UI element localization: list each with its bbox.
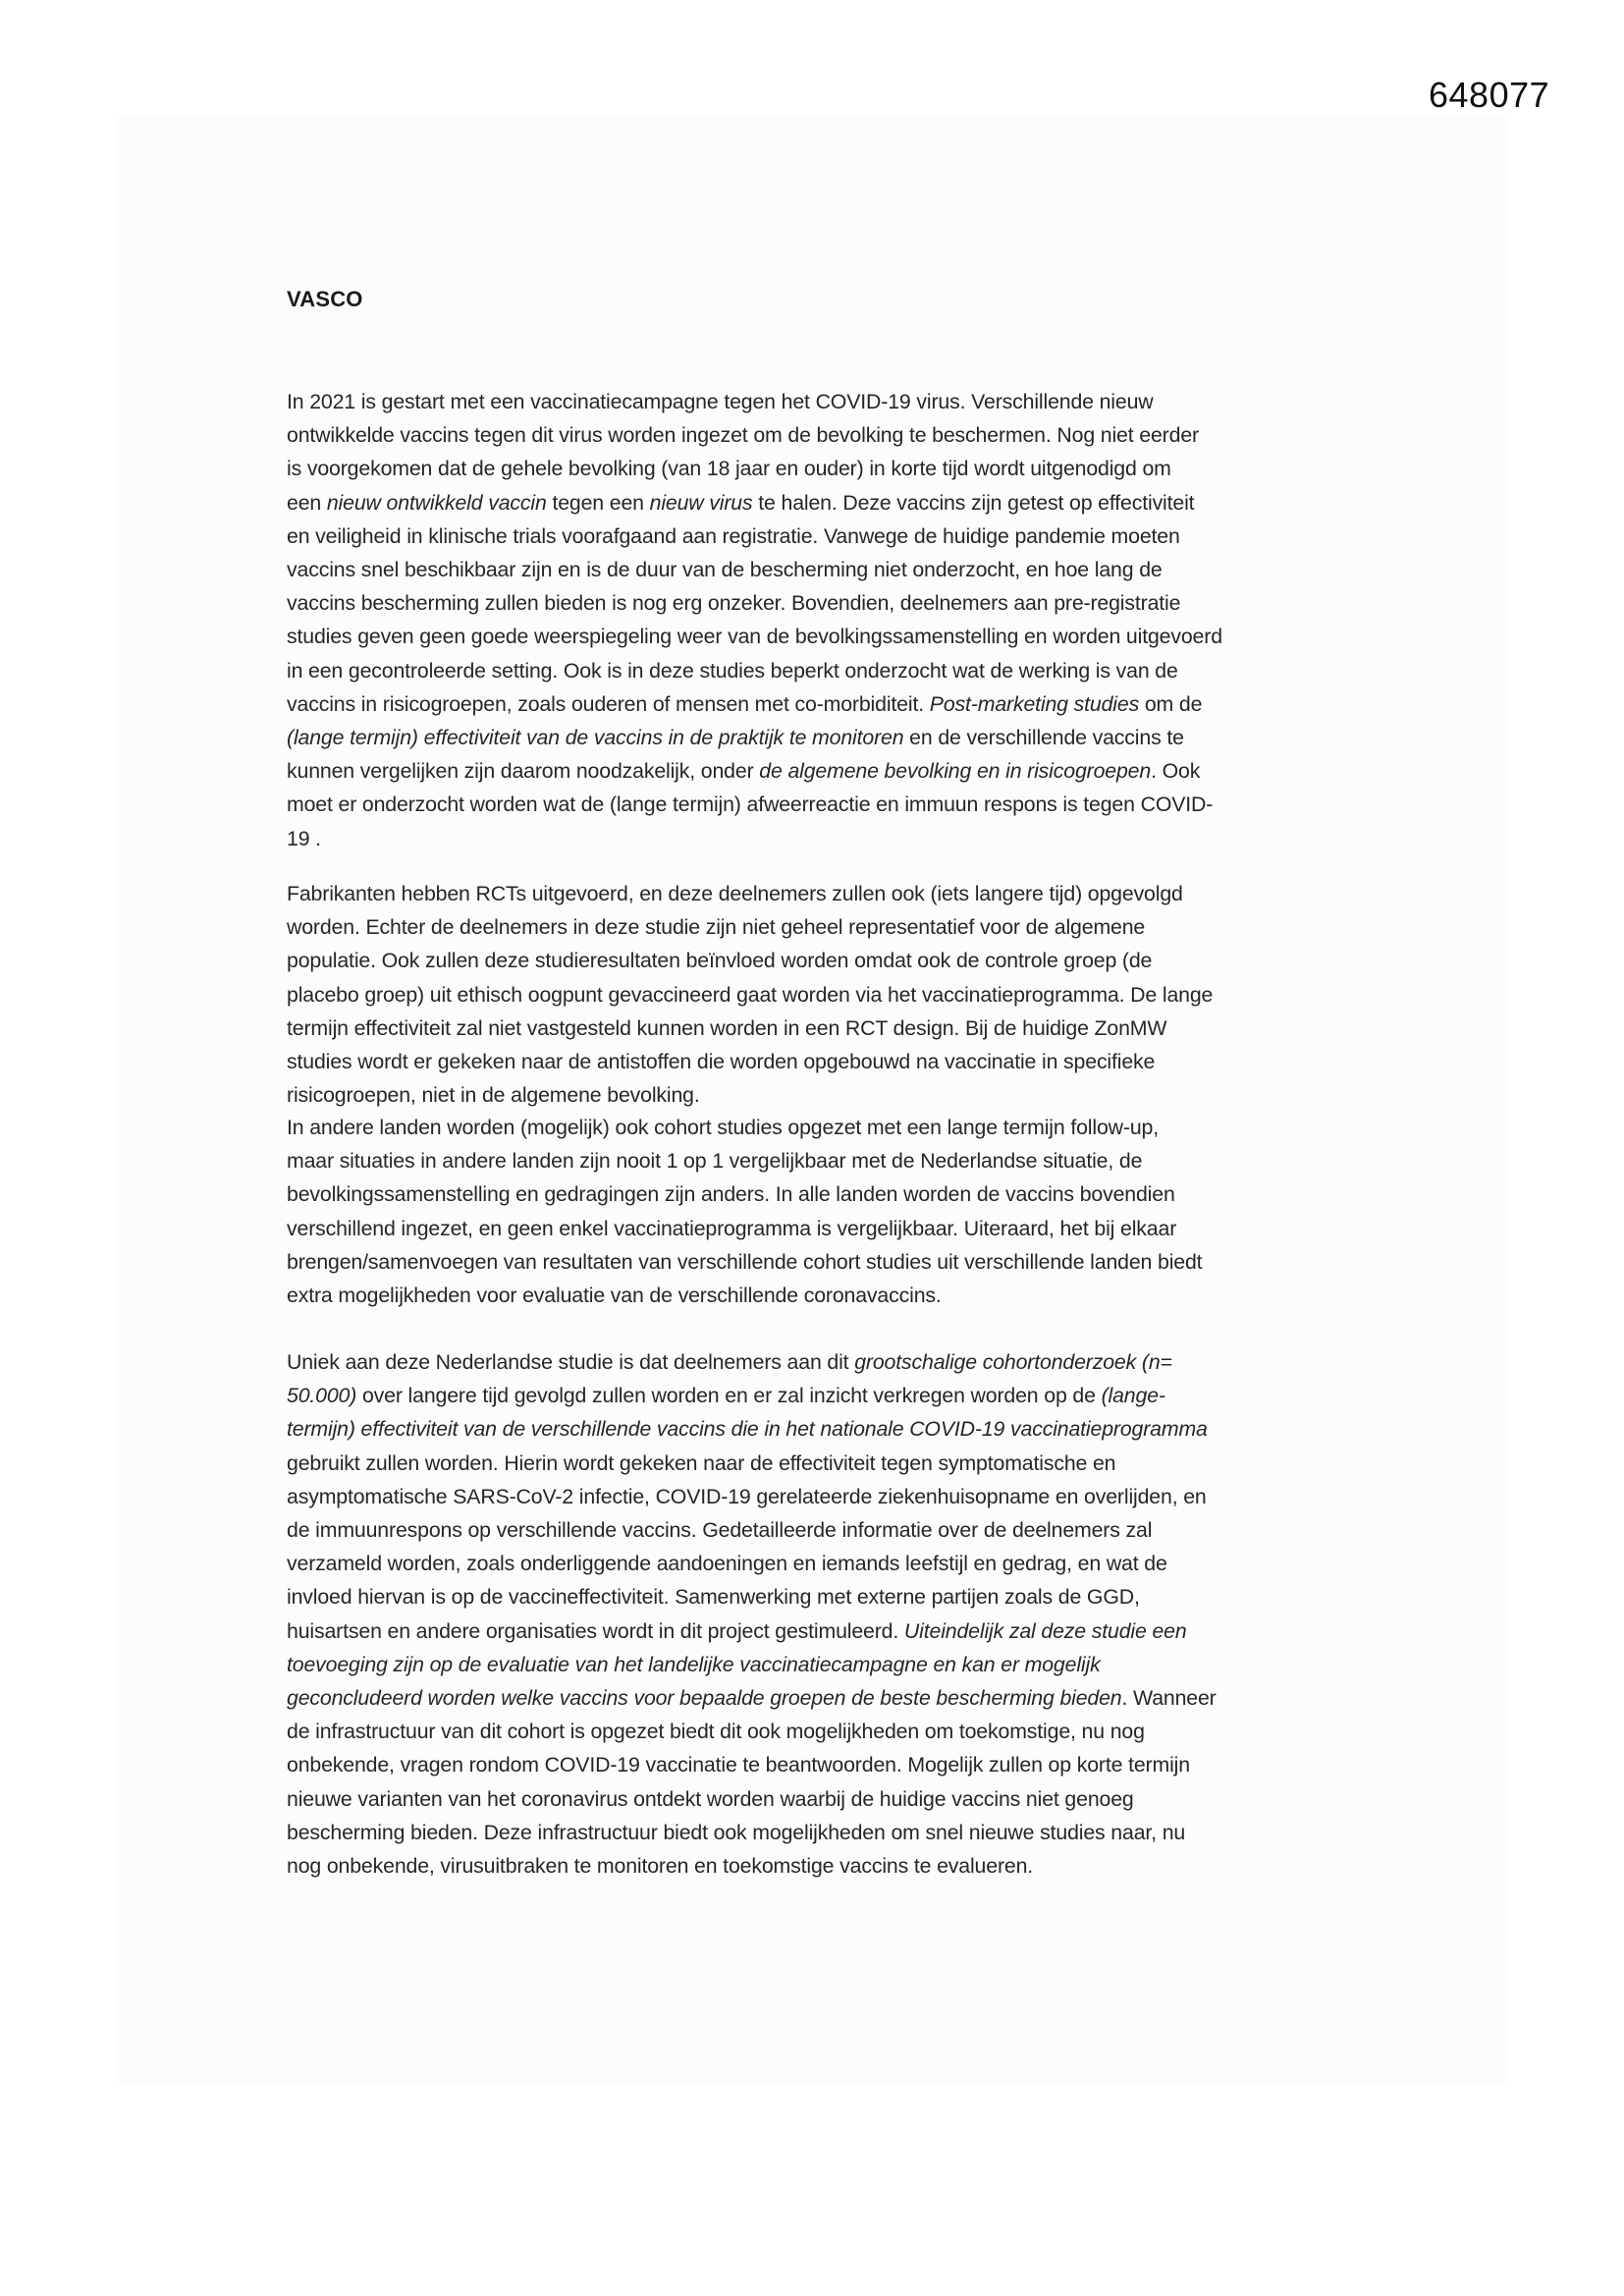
- text-line: [287, 1279, 1202, 1312]
- text-line: [287, 1447, 1217, 1480]
- text-line: [287, 788, 1222, 821]
- paragraph-unique-study: [287, 1345, 1217, 1883]
- text-run: en veiligheid in klinische trials voorafgaand aan registratie. Vanwege de huidige pandemie moeten: [287, 523, 1180, 548]
- text-run: vaccins in risicogroepen, zoals ouderen of mensen met co-morbiditeit.: [287, 691, 930, 716]
- text-line: [287, 1849, 1217, 1883]
- text-run: Fabrikanten hebben RCTs uitgevoerd, en deze deelnemers zullen ook (iets langere tijd) opgevolgd: [287, 882, 1183, 905]
- text-line: [287, 1379, 1217, 1412]
- text-line: [287, 1245, 1202, 1279]
- text-line: [287, 1480, 1217, 1513]
- text-line: [287, 822, 1222, 855]
- text-run: extra mogelijkheden voor evaluatie van de verschillende coronavaccins.: [287, 1284, 942, 1308]
- text-run: de infrastructuur van dit cohort is opgezet biedt dit ook mogelijkheden om toekomstige, nu nog: [287, 1720, 1145, 1744]
- text-line: [287, 1580, 1217, 1613]
- italic-text-run: toevoeging zijn op de evaluatie van het landelijke vaccinatiecampagne en kan er mogelijk: [287, 1652, 1101, 1676]
- text-line: [287, 519, 1222, 553]
- text-run: om de: [1139, 691, 1203, 716]
- text-run: gebruikt zullen worden. Hierin wordt gekeken naar de effectiviteit tegen symptomatische en: [287, 1450, 1116, 1475]
- text-run: maar situaties in andere landen zijn nooit 1 op 1 vergelijkbaar met de Nederlandse situatie, de: [287, 1149, 1143, 1174]
- text-line: [287, 1513, 1217, 1547]
- text-run: populatie. Ook zullen deze studieresultaten beïnvloed worden omdat ook de controle groep (de: [287, 949, 1153, 973]
- text-run: kunnen vergelijken zijn daarom noodzakelijk, onder: [287, 759, 760, 784]
- text-run: worden. Echter de deelnemers in deze studie zijn niet geheel representatief voor de algemene: [287, 915, 1146, 940]
- text-run: verzameld worden, zoals onderliggende aandoeningen en iemands leefstijl en gedrag, en wat de: [287, 1552, 1167, 1576]
- text-line: [287, 418, 1222, 452]
- italic-text-run: (lange-: [1101, 1384, 1165, 1408]
- italic-text-run: nieuw ontwikkeld vaccin: [326, 490, 547, 515]
- italic-text-run: geconcludeerd worden welke vaccins voor bepaalde groepen de beste bescherming bieden: [287, 1686, 1122, 1711]
- text-run: huisartsen en andere organisaties wordt in dit project gestimuleerd.: [287, 1618, 904, 1643]
- italic-text-run: Post-marketing studies: [929, 691, 1140, 716]
- text-run: en de verschillende vaccins te: [903, 726, 1184, 750]
- text-line: [287, 1078, 1213, 1112]
- text-line: [287, 944, 1213, 977]
- document-title: VASCO: [287, 287, 363, 311]
- text-run: invloed hiervan is op de vaccineffectiviteit. Samenwerking met externe partijen zoals de GGD,: [287, 1585, 1140, 1610]
- text-run: placebo groep) uit ethisch oogpunt gevaccineerd gaat worden via het vaccinatieprogramma. De lange: [287, 982, 1214, 1007]
- text-run: verschillend ingezet, en geen enkel vaccinatieprogramma is vergelijkbaar. Uiteraard, het bij elkaar: [287, 1216, 1177, 1240]
- text-run: onbekende, vragen rondom COVID-19 vaccinatie te beantwoorden. Mogelijk zullen op korte termijn: [287, 1753, 1190, 1777]
- paragraph-other-countries: [287, 1111, 1202, 1312]
- text-line: [287, 1045, 1213, 1078]
- italic-text-run: (lange termijn) effectiviteit van de vaccins in de praktijk te monitoren: [287, 726, 904, 750]
- text-line: [287, 1177, 1202, 1211]
- paragraph-intro: [287, 385, 1222, 855]
- text-line: [287, 687, 1222, 721]
- text-line: [287, 620, 1222, 653]
- text-line: [287, 654, 1222, 687]
- text-line: [287, 1648, 1217, 1681]
- text-run: een: [287, 490, 327, 515]
- text-line: [287, 877, 1213, 910]
- text-run: Uniek aan deze Nederlandse studie is dat deelnemers aan dit: [287, 1350, 855, 1374]
- text-run: bescherming bieden. Deze infrastructuur biedt ook mogelijkheden om snel nieuwe studies naar, nu: [287, 1820, 1186, 1844]
- text-run: 19 .: [287, 826, 321, 850]
- text-run: In andere landen worden (mogelijk) ook cohort studies opgezet met een lange termijn follow-up,: [287, 1116, 1159, 1139]
- text-run: . Wanneer: [1121, 1686, 1217, 1711]
- italic-text-run: nieuw virus: [649, 490, 753, 515]
- text-run: studies geven geen goede weerspiegeling weer van de bevolkingssamenstelling en worden uitgevoerd: [287, 625, 1222, 649]
- text-line: [287, 486, 1222, 519]
- text-run: termijn effectiviteit zal niet vastgesteld kunnen worden in een RCT design. Bij de huidige ZonMW: [287, 1015, 1167, 1040]
- text-run: nog onbekende, virusuitbraken te monitoren en toekomstige vaccins te evalueren.: [287, 1854, 1034, 1879]
- text-run: nieuwe varianten van het coronavirus ontdekt worden waarbij de huidige vaccins niet genoeg: [287, 1786, 1134, 1811]
- text-run: is voorgekomen dat de gehele bevolking (van 18 jaar en ouder) in korte tijd wordt uitgenodigd om: [287, 457, 1171, 481]
- text-line: [287, 721, 1222, 754]
- text-line: [287, 1681, 1217, 1715]
- text-run: risicogroepen, niet in de algemene bevolking.: [287, 1083, 700, 1108]
- text-line: [287, 1614, 1217, 1648]
- italic-text-run: Uiteindelijk zal deze studie een: [903, 1618, 1187, 1643]
- document-id: 648077: [1429, 75, 1550, 115]
- text-line: [287, 1212, 1202, 1245]
- text-run: In 2021 is gestart met een vaccinatiecampagne tegen het COVID-19 virus. Verschillende nieuw: [287, 390, 1154, 413]
- text-run: asymptomatische SARS-CoV-2 infectie, COVID-19 gerelateerde ziekenhuisopname en overlijden, en: [287, 1484, 1207, 1508]
- text-line: [287, 553, 1222, 586]
- text-line: [287, 1345, 1217, 1379]
- text-line: [287, 452, 1222, 485]
- text-line: [287, 1011, 1213, 1045]
- text-run: tegen een: [546, 490, 650, 515]
- text-line: [287, 978, 1213, 1011]
- text-run: te halen. Deze vaccins zijn getest op effectiviteit: [752, 490, 1195, 515]
- text-line: [287, 1782, 1217, 1816]
- text-run: moet er onderzocht worden wat de (lange termijn) afweerreactie en immuun respons is tegen COVID-: [287, 793, 1214, 817]
- text-line: [287, 1547, 1217, 1580]
- paragraph-manufacturers: [287, 877, 1213, 1112]
- text-run: de immuunrespons op verschillende vaccins. Gedetailleerde informatie over de deelnemers zal: [287, 1518, 1153, 1543]
- text-run: vaccins bescherming zullen bieden is nog erg onzeker. Bovendien, deelnemers aan pre-registratie: [287, 591, 1181, 616]
- text-run: over langere tijd gevolgd zullen worden en er zal inzicht verkregen worden op de: [356, 1384, 1102, 1408]
- text-run: ontwikkelde vaccins tegen dit virus worden ingezet om de bevolking te beschermen. Nog niet eerder: [287, 423, 1199, 448]
- text-run: vaccins snel beschikbaar zijn en is de duur van de bescherming niet onderzocht, en hoe lang de: [287, 558, 1163, 582]
- text-run: brengen/samenvoegen van resultaten van verschillende cohort studies uit verschillende landen biedt: [287, 1249, 1203, 1274]
- italic-text-run: de algemene bevolking en in risicogroepen: [759, 759, 1152, 784]
- text-line: [287, 910, 1213, 944]
- text-line: [287, 754, 1222, 788]
- text-line: [287, 1715, 1217, 1748]
- italic-text-run: grootschalige cohortonderzoek (n=: [854, 1350, 1172, 1374]
- italic-text-run: termijn) effectiviteit van de verschillende vaccins die in het nationale COVID-19 vaccinatieprogramma: [287, 1417, 1208, 1442]
- text-run: studies wordt er gekeken naar de antistoffen die worden opgebouwd na vaccinatie in specifieke: [287, 1050, 1156, 1074]
- text-line: [287, 586, 1222, 620]
- text-line: [287, 1412, 1217, 1446]
- text-run: . Ook: [1151, 759, 1201, 784]
- text-line: [287, 1816, 1217, 1849]
- italic-text-run: 50.000): [287, 1384, 357, 1408]
- text-run: bevolkingssamenstelling en gedragingen zijn anders. In alle landen worden de vaccins bovendien: [287, 1182, 1175, 1207]
- text-run: in een gecontroleerde setting. Ook is in deze studies beperkt onderzocht wat de werking is van de: [287, 658, 1178, 683]
- text-line: [287, 1748, 1217, 1781]
- text-line: [287, 1111, 1202, 1144]
- text-line: [287, 385, 1222, 418]
- text-line: [287, 1144, 1202, 1177]
